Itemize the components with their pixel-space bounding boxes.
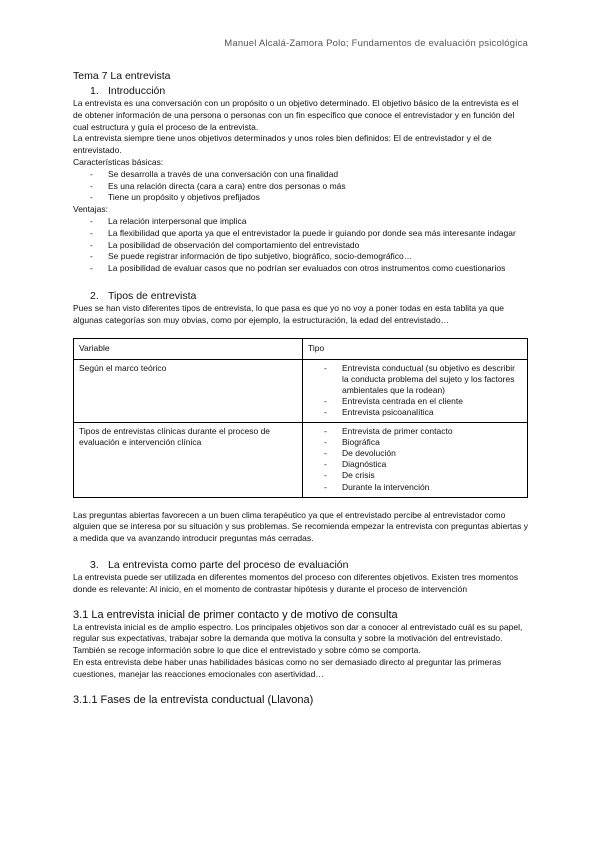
list-item: - De crisis — [308, 470, 522, 481]
table-cell-variable: Tipos de entrevistas clínicas durante el proceso de evaluación e intervención clínica — [74, 422, 303, 497]
list-item: - Se desarrolla a través de una conversación con una finalidad — [73, 169, 529, 181]
list-item: - Biográfica — [308, 437, 522, 448]
list-item: - Se puede registrar información de tipo subjetivo, biográfico, socio-demográfico… — [73, 251, 529, 263]
section-title: Introducción — [108, 85, 166, 97]
table-row — [74, 359, 528, 422]
interview-types-table — [73, 338, 528, 498]
paragraph: La entrevista inicial es de amplio espectro. Los principales objetivos son dar a conocer al entrevistado cuál es su papel, regular sus expectativas, trabajar sobre la demanda que motiva la consulta y sobre la motivación del entrevistado. También se recoge información sobre lo que dice el entrevistado y sobre cómo se comporta. — [73, 621, 523, 656]
list-item: - Es una relación directa (cara a cara) entre dos personas o más — [73, 181, 529, 193]
section-number: 3. — [90, 558, 99, 571]
table-cell-types — [303, 422, 528, 497]
list-item: - Entrevista centrada en el cliente — [308, 396, 522, 407]
subsection-3-1-heading: 3.1 La entrevista inicial de primer contacto y de motivo de consulta — [73, 608, 398, 621]
paragraph: La entrevista puede ser utilizada en diferentes momentos del proceso con diferentes objetivos. Existen tres momentos donde es relevante: Al inicio, en el momento de contrastar hipótesis y durante el proceso de intervención — [73, 571, 519, 594]
advantages-list — [73, 216, 529, 275]
section-3-heading — [73, 559, 529, 572]
column-header-type: Tipo — [303, 338, 528, 359]
running-header: Manuel Alcalá-Zamora Polo; Fundamentos de evaluación psicológica — [224, 38, 528, 49]
types-list — [308, 426, 522, 493]
table-row — [74, 422, 528, 497]
list-item: - Entrevista psicoanalítica — [308, 407, 522, 418]
paragraph: Las preguntas abiertas favorecen a un buen clima terapéutico ya que el entrevistado percibe al entrevistador como alguien que se interesa por su situación y sus problemas. Se recomienda empezar la entrevista con preguntas abiertas y a medida que va avanzando introducir preguntas más cerradas. — [73, 509, 529, 544]
table-cell-types — [303, 359, 528, 422]
paragraph: La entrevista es una conversación con un propósito o un objetivo determinado. El objetivo básico de la entrevista es el de obtener información de una persona o personas con un fin específico que conoce el entrevistador y en función del cual estructura y guía el proceso de la entrevista. — [73, 98, 519, 132]
list-item: - Entrevista conductual (su objetivo es describir la conducta problema del sujeto y los factores ambientales que la rodean) — [308, 363, 522, 397]
types-list — [308, 363, 522, 419]
paragraph: En esta entrevista debe haber unas habilidades básicas como no ser demasiado directo al preguntar las primeras cuestiones, manejar las reacciones emocionales con asertividad… — [73, 656, 502, 679]
list-item: - Diagnóstica — [308, 459, 522, 470]
list-item: - De devolución — [308, 448, 522, 459]
table-cell-variable: Según el marco teórico — [74, 359, 303, 422]
list-item: - La flexibilidad que aporta ya que el entrevistador la puede ir guiando por donde sea más interesante indagar — [73, 228, 529, 240]
list-item: - Tiene un propósito y objetivos prefijados — [73, 192, 529, 204]
list-item: - La relación interpersonal que implica — [73, 216, 529, 228]
document-body — [73, 70, 529, 707]
section-number: 1. — [90, 85, 99, 97]
paragraph: La entrevista siempre tiene unos objetivos determinados y unos roles bien definidos: El de entrevistador y el de entrevistado. — [73, 133, 492, 156]
section-title: Tipos de entrevista — [108, 289, 197, 302]
advantages-label: Ventajas: — [73, 204, 108, 215]
section-title: La entrevista como parte del proceso de evaluación — [108, 558, 349, 571]
column-header-variable: Variable — [74, 338, 303, 359]
subsection-3-1-1-heading: 3.1.1 Fases de la entrevista conductual (Llavona) — [73, 693, 314, 706]
list-item: - Durante la intervención — [308, 482, 522, 493]
characteristics-list — [73, 169, 529, 204]
paragraph: Pues se han visto diferentes tipos de entrevista, lo que pasa es que yo no voy a poner todas en esta tablita ya que algunas categorías son muy obvias, como por ejemplo, la estructuración, la edad del entrevistado… — [73, 302, 504, 325]
characteristics-label: Características básicas: — [73, 156, 164, 167]
list-item: - La posibilidad de evaluar casos que no podrían ser evaluados con otros instrumentos como cuestionarios — [73, 263, 529, 275]
list-item: - La posibilidad de observación del comportamiento del entrevistado — [73, 240, 529, 252]
list-item: - Entrevista de primer contacto — [308, 426, 522, 437]
section-2-heading — [73, 290, 529, 303]
section-number: 2. — [90, 289, 99, 302]
topic-title: Tema 7 La entrevista — [73, 70, 171, 82]
table-header-row — [74, 338, 528, 359]
section-1-heading — [73, 85, 529, 98]
